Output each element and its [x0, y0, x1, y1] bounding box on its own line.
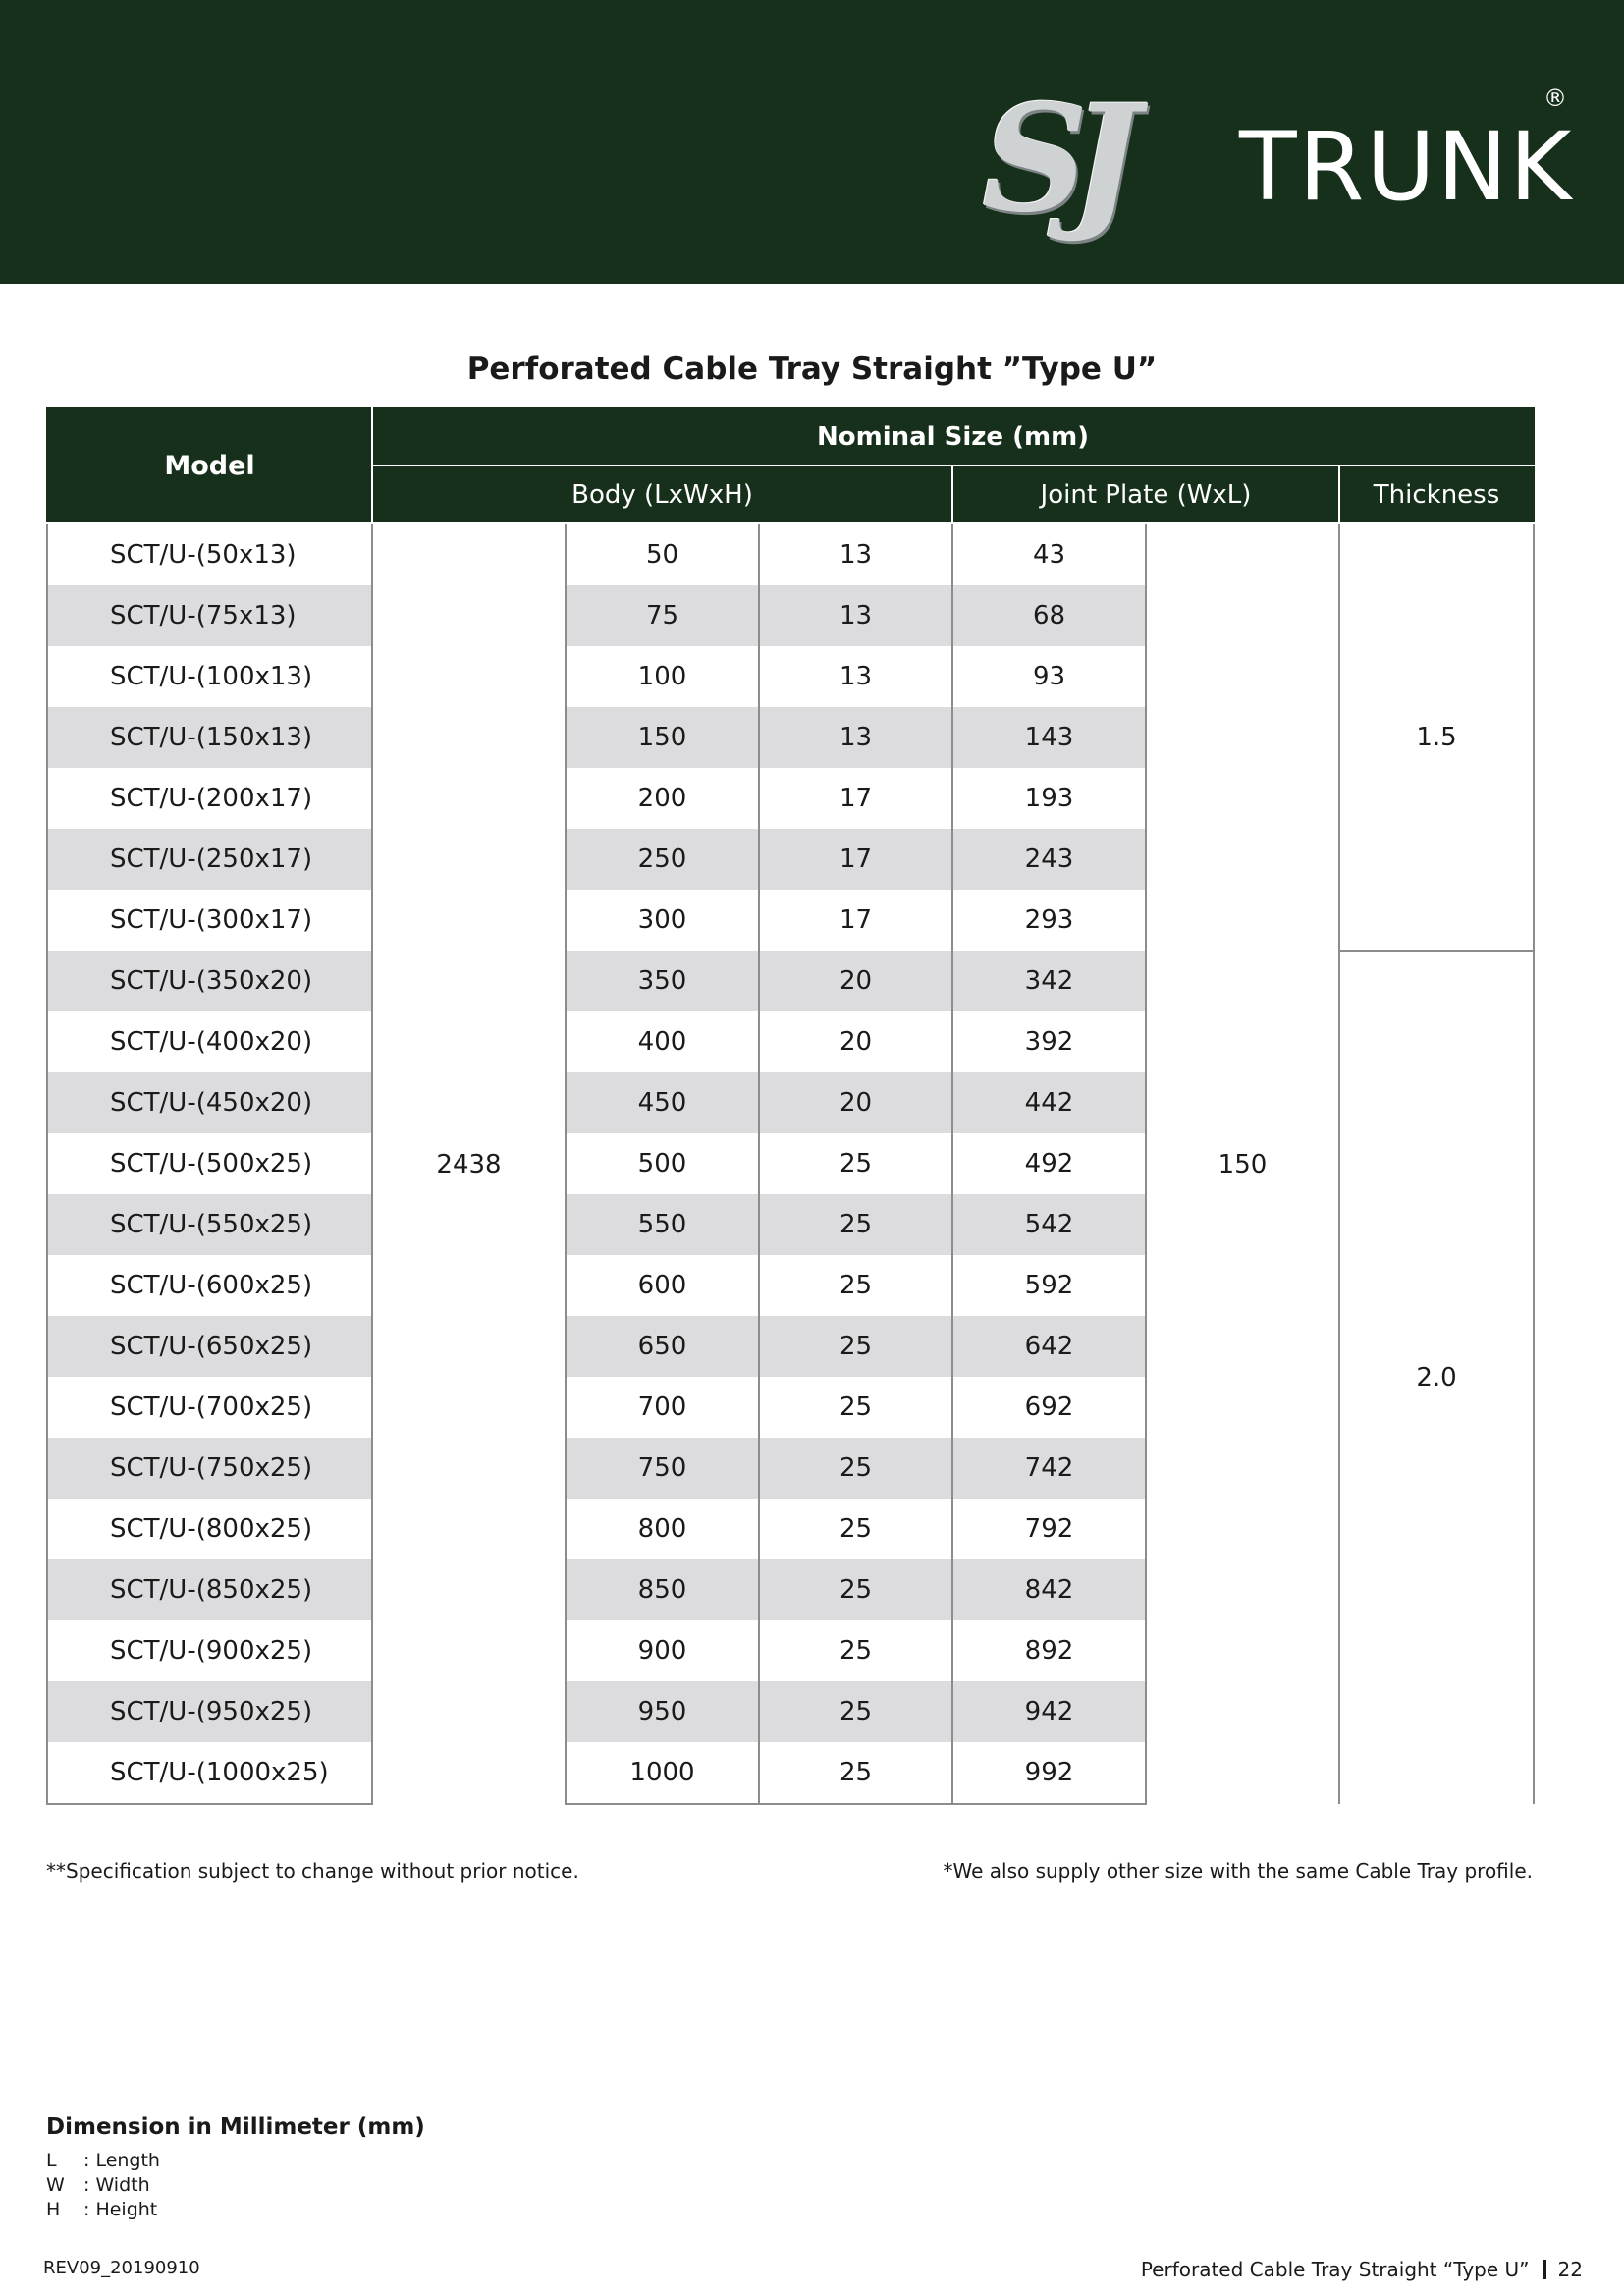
model-cell: SCT/U-(650x25)	[47, 1316, 372, 1377]
footer-divider	[1543, 2260, 1546, 2279]
height-cell: 17	[759, 768, 952, 829]
width-cell: 500	[566, 1133, 759, 1194]
legend-label: : Width	[83, 2174, 150, 2196]
column-header-joint-plate: Joint Plate (WxL)	[952, 465, 1339, 523]
joint-width-cell: 442	[952, 1072, 1146, 1133]
page-number: 22	[1557, 2258, 1583, 2281]
legend-key: H	[46, 2199, 61, 2220]
table-row	[47, 523, 1534, 585]
column-header-model: Model	[47, 408, 372, 523]
joint-width-cell: 293	[952, 890, 1146, 951]
model-cell: SCT/U-(400x20)	[47, 1011, 372, 1072]
joint-width-cell: 942	[952, 1681, 1146, 1742]
joint-width-cell: 143	[952, 707, 1146, 768]
legend-label: : Height	[83, 2199, 158, 2220]
width-cell: 650	[566, 1316, 759, 1377]
joint-width-cell: 692	[952, 1377, 1146, 1438]
revision-code: REV09_20190910	[43, 2258, 200, 2278]
height-cell: 25	[759, 1742, 952, 1804]
thickness-cell: 1.5	[1339, 523, 1534, 951]
model-cell: SCT/U-(75x13)	[47, 585, 372, 646]
width-cell: 100	[566, 646, 759, 707]
joint-width-cell: 342	[952, 951, 1146, 1011]
joint-width-cell: 742	[952, 1438, 1146, 1499]
width-cell: 450	[566, 1072, 759, 1133]
height-cell: 20	[759, 951, 952, 1011]
model-cell: SCT/U-(900x25)	[47, 1620, 372, 1681]
height-cell: 25	[759, 1133, 952, 1194]
joint-width-cell: 592	[952, 1255, 1146, 1316]
model-cell: SCT/U-(450x20)	[47, 1072, 372, 1133]
joint-width-cell: 892	[952, 1620, 1146, 1681]
height-cell: 25	[759, 1620, 952, 1681]
joint-width-cell: 43	[952, 523, 1146, 585]
model-cell: SCT/U-(350x20)	[47, 951, 372, 1011]
model-cell: SCT/U-(50x13)	[47, 523, 372, 585]
height-cell: 25	[759, 1194, 952, 1255]
page-header	[0, 0, 1624, 284]
page-footer	[1141, 2258, 1583, 2281]
height-cell: 17	[759, 890, 952, 951]
joint-width-cell: 392	[952, 1011, 1146, 1072]
height-cell: 13	[759, 523, 952, 585]
sj-trunk-logo	[982, 73, 1574, 246]
model-cell: SCT/U-(600x25)	[47, 1255, 372, 1316]
width-cell: 150	[566, 707, 759, 768]
width-cell: 350	[566, 951, 759, 1011]
height-cell: 25	[759, 1559, 952, 1620]
joint-width-cell: 243	[952, 829, 1146, 890]
width-cell: 700	[566, 1377, 759, 1438]
width-cell: 1000	[566, 1742, 759, 1804]
height-cell: 13	[759, 707, 952, 768]
column-header-nominal-size: Nominal Size (mm)	[372, 408, 1534, 465]
height-cell: 25	[759, 1316, 952, 1377]
model-cell: SCT/U-(250x17)	[47, 829, 372, 890]
width-cell: 50	[566, 523, 759, 585]
height-cell: 13	[759, 646, 952, 707]
height-cell: 17	[759, 829, 952, 890]
height-cell: 20	[759, 1011, 952, 1072]
height-cell: 13	[759, 585, 952, 646]
width-cell: 950	[566, 1681, 759, 1742]
joint-width-cell: 193	[952, 768, 1146, 829]
joint-width-cell: 792	[952, 1499, 1146, 1559]
length-cell: 2438	[372, 523, 566, 1804]
model-cell: SCT/U-(700x25)	[47, 1377, 372, 1438]
model-cell: SCT/U-(550x25)	[47, 1194, 372, 1255]
page-title: Perforated Cable Tray Straight ”Type U”	[466, 352, 1158, 387]
joint-width-cell: 842	[952, 1559, 1146, 1620]
model-cell: SCT/U-(100x13)	[47, 646, 372, 707]
legend-row-height	[46, 2198, 160, 2222]
height-cell: 25	[759, 1499, 952, 1559]
joint-width-cell: 642	[952, 1316, 1146, 1377]
joint-length-cell: 150	[1146, 523, 1339, 1804]
height-cell: 25	[759, 1438, 952, 1499]
model-cell: SCT/U-(1000x25)	[47, 1742, 372, 1804]
thickness-cell: 2.0	[1339, 951, 1534, 1804]
width-cell: 75	[566, 585, 759, 646]
width-cell: 200	[566, 768, 759, 829]
width-cell: 750	[566, 1438, 759, 1499]
legend-label: : Length	[83, 2150, 160, 2171]
spec-notice: **Specification subject to change without prior notice.	[46, 1859, 579, 1883]
width-cell: 300	[566, 890, 759, 951]
column-header-thickness: Thickness	[1339, 465, 1534, 523]
width-cell: 400	[566, 1011, 759, 1072]
other-size-notice: *We also supply other size with the same Cable Tray profile.	[943, 1859, 1533, 1883]
model-cell: SCT/U-(150x13)	[47, 707, 372, 768]
width-cell: 850	[566, 1559, 759, 1620]
height-cell: 25	[759, 1377, 952, 1438]
joint-width-cell: 542	[952, 1194, 1146, 1255]
legend-key: L	[46, 2150, 57, 2171]
model-cell: SCT/U-(800x25)	[47, 1499, 372, 1559]
width-cell: 600	[566, 1255, 759, 1316]
height-cell: 25	[759, 1681, 952, 1742]
spec-table-body	[47, 523, 1534, 1804]
registered-mark: ®	[1543, 84, 1567, 112]
model-cell: SCT/U-(750x25)	[47, 1438, 372, 1499]
footer-page-title: Perforated Cable Tray Straight “Type U”	[1140, 2258, 1530, 2281]
model-cell: SCT/U-(850x25)	[47, 1559, 372, 1620]
model-cell: SCT/U-(500x25)	[47, 1133, 372, 1194]
width-cell: 900	[566, 1620, 759, 1681]
joint-width-cell: 992	[952, 1742, 1146, 1804]
legend-row-length	[46, 2149, 160, 2173]
model-cell: SCT/U-(300x17)	[47, 890, 372, 951]
height-cell: 25	[759, 1255, 952, 1316]
logo-text: TRUNK	[1239, 112, 1574, 222]
height-cell: 20	[759, 1072, 952, 1133]
legend-row-width	[46, 2173, 160, 2198]
dimension-legend	[46, 2149, 160, 2222]
legend-key: W	[46, 2174, 65, 2196]
width-cell: 550	[566, 1194, 759, 1255]
model-cell: SCT/U-(200x17)	[47, 768, 372, 829]
joint-width-cell: 93	[952, 646, 1146, 707]
dimension-title: Dimension in Millimeter (mm)	[46, 2114, 425, 2140]
column-header-body: Body (LxWxH)	[372, 465, 952, 523]
width-cell: 800	[566, 1499, 759, 1559]
logo-mark: SJ	[982, 73, 1123, 246]
width-cell: 250	[566, 829, 759, 890]
spec-table	[46, 407, 1535, 1805]
model-cell: SCT/U-(950x25)	[47, 1681, 372, 1742]
joint-width-cell: 68	[952, 585, 1146, 646]
joint-width-cell: 492	[952, 1133, 1146, 1194]
